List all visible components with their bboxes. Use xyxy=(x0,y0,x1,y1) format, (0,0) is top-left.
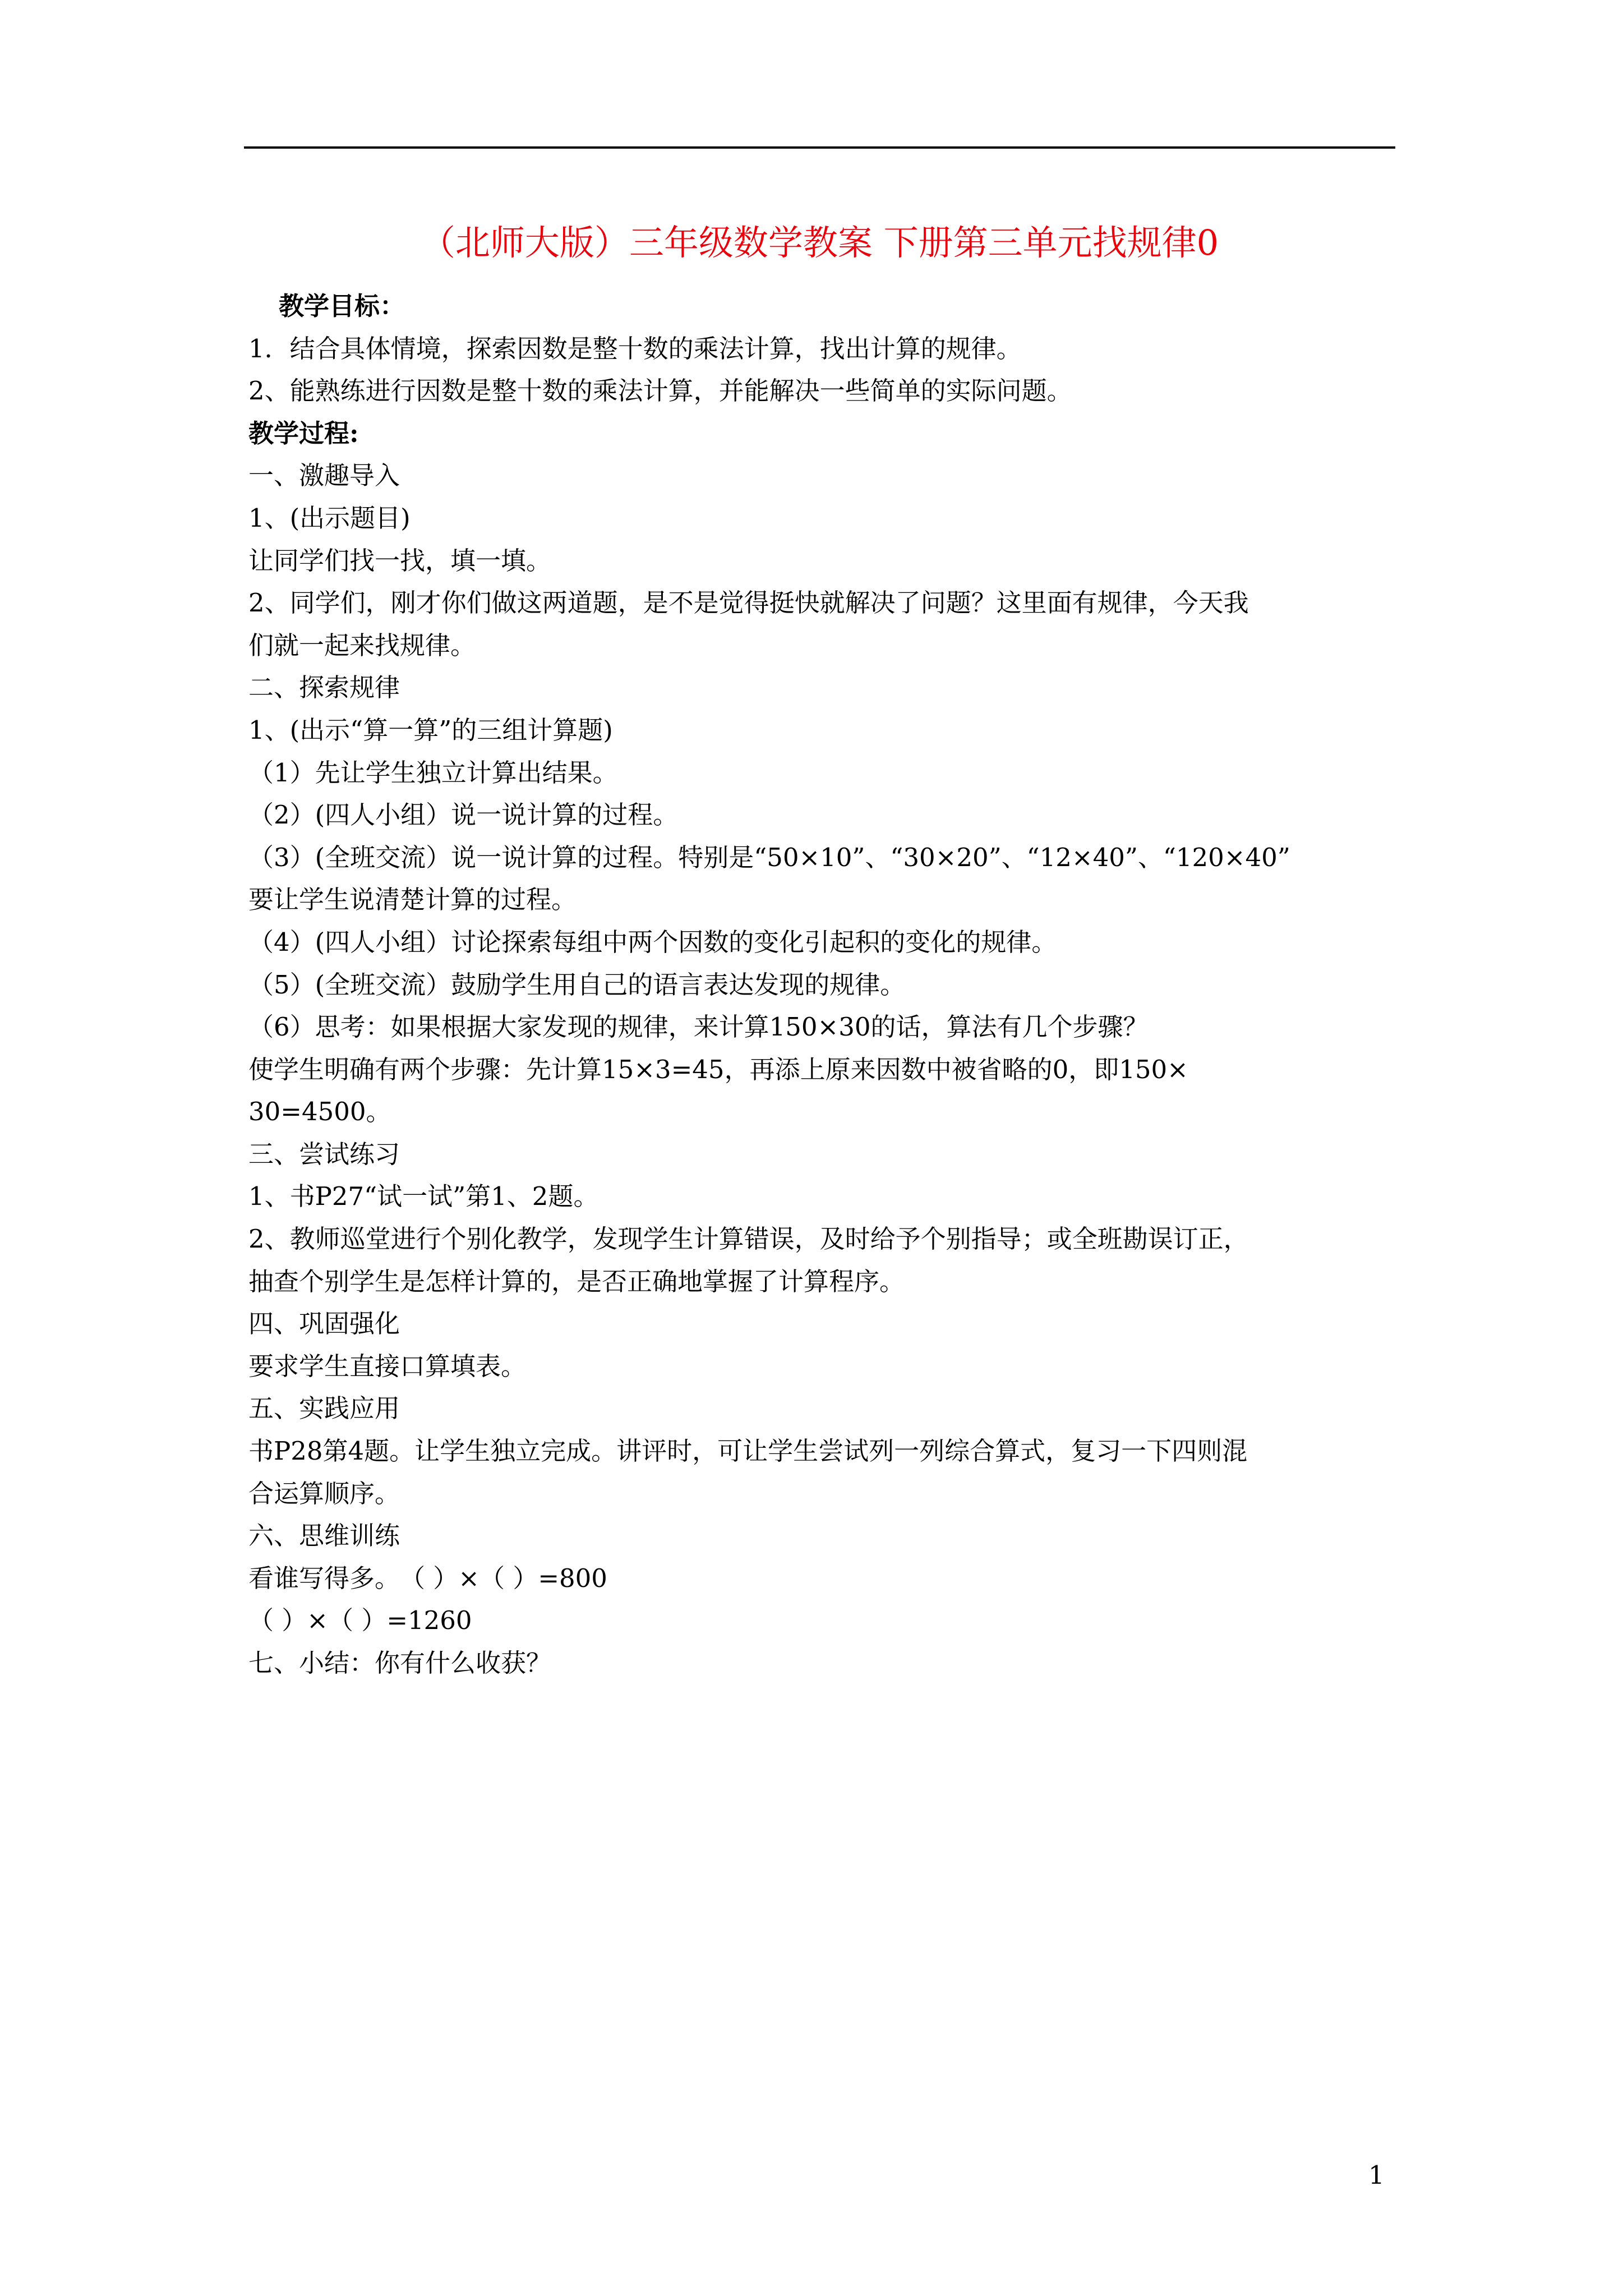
paragraph-line: 六、思维训练 xyxy=(248,1521,400,1551)
paragraph-line: 让同学们找一找，填一填。 xyxy=(248,545,552,576)
paragraph-line: 五、实践应用 xyxy=(248,1393,400,1424)
paragraph-line: 1、(出示“算一算”的三组计算题) xyxy=(248,715,613,745)
paragraph-line: 1、(出示题目) xyxy=(248,503,411,533)
paragraph-line: 四、巩固强化 xyxy=(248,1309,400,1339)
paragraph-line: 使学生明确有两个步骤：先计算15×3=45，再添上原来因数中被省略的0，即150× xyxy=(248,1054,1188,1084)
paragraph-line: 三、尝试练习 xyxy=(248,1139,400,1169)
paragraph-line: 要求学生直接口算填表。 xyxy=(248,1351,527,1381)
paragraph-line: 们就一起来找规律。 xyxy=(248,630,476,660)
paragraph-line: （ ）×（ ）=1260 xyxy=(248,1605,472,1636)
paragraph-line: 一、激趣导入 xyxy=(248,461,400,491)
paragraph-line: （1）先让学生独立计算出结果。 xyxy=(248,757,618,788)
paragraph-line: 1、书P27“试一试”第1、2题。 xyxy=(248,1181,599,1212)
header-rule xyxy=(244,146,1395,149)
paragraph-line: 2、能熟练进行因数是整十数的乘法计算，并能解决一些简单的实际问题。 xyxy=(248,376,1072,406)
paragraph-line: 看谁写得多。 （ ）×（ ）=800 xyxy=(248,1563,607,1593)
paragraph-line: 二、探索规律 xyxy=(248,673,400,703)
paragraph-line: 合运算顺序。 xyxy=(248,1478,400,1508)
paragraph-line: 1．结合具体情境，探索因数是整十数的乘法计算，找出计算的规律。 xyxy=(248,333,1022,364)
paragraph-line: （4）(四人小组）讨论探索每组中两个因数的变化引起积的变化的规律。 xyxy=(248,927,1057,957)
paragraph-line: 2、同学们，刚才你们做这两道题，是不是觉得挺快就解决了问题？这里面有规律，今天我 xyxy=(248,588,1249,618)
paragraph-line: 书P28第4题。让学生独立完成。讲评时，可让学生尝试列一列综合算式，复习一下四则混 xyxy=(248,1436,1248,1466)
section-heading: 教学目标： xyxy=(279,291,405,321)
paragraph-line: 七、小结：你有什么收获？ xyxy=(248,1648,552,1678)
paragraph-line: （3）(全班交流）说一说计算的过程。特别是“50×10”、“30×20”、“12×40”、“120×40” xyxy=(248,842,1290,872)
paragraph-line: 30=4500。 xyxy=(248,1097,391,1127)
paragraph-line: （6）思考：如果根据大家发现的规律，来计算150×30的话，算法有几个步骤？ xyxy=(248,1012,1149,1042)
document-body xyxy=(248,285,1398,1685)
paragraph-line: 抽查个别学生是怎样计算的，是否正确地掌握了计算程序。 xyxy=(248,1266,905,1296)
paragraph-line: 2、教师巡堂进行个别化教学，发现学生计算错误，及时给予个别指导；或全班勘误订正， xyxy=(248,1224,1249,1254)
paragraph-line: 要让学生说清楚计算的过程。 xyxy=(248,885,577,915)
paragraph-line: （5）(全班交流）鼓励学生用自己的语言表达发现的规律。 xyxy=(248,969,906,1000)
paragraph-line: （2）(四人小组）说一说计算的过程。 xyxy=(248,800,679,830)
page-number: 1 xyxy=(1368,2160,1385,2190)
document-title: （北师大版）三年级数学教案 下册第三单元找规律0 xyxy=(420,222,1219,263)
section-heading: 教学过程: xyxy=(248,418,359,448)
